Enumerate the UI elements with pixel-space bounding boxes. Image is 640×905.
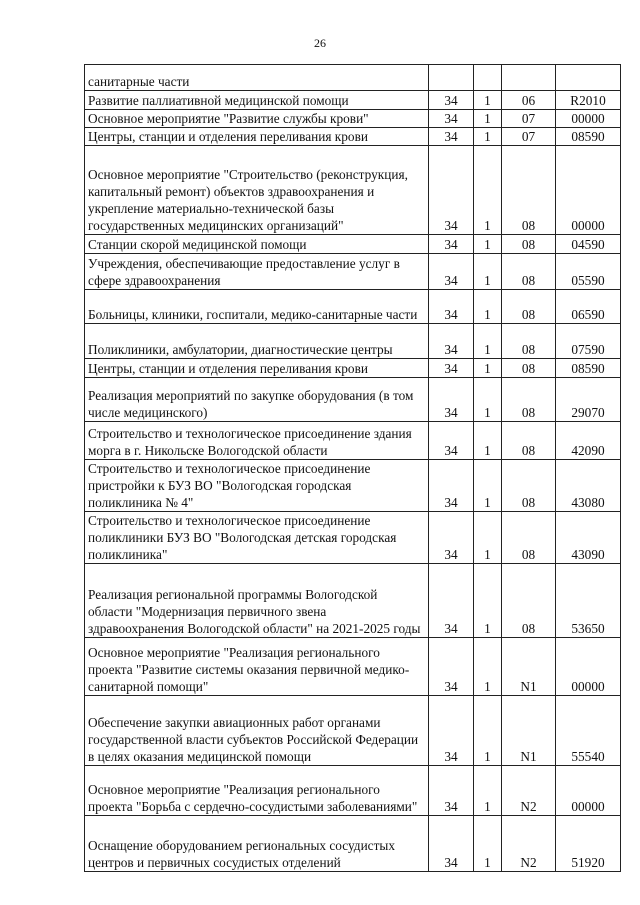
main-event-code-cell (502, 65, 556, 91)
row-name-cell: санитарные части (85, 65, 429, 91)
subprogram-code-cell (474, 65, 502, 91)
expense-direction-code-cell (556, 65, 621, 91)
table-row (85, 378, 621, 422)
table-body (85, 65, 621, 872)
table-row (85, 696, 621, 766)
expense-direction-code-cell: 00000 (556, 638, 621, 696)
main-event-code-cell: 08 (502, 422, 556, 460)
subprogram-code-cell: 1 (474, 422, 502, 460)
main-event-code-cell: N1 (502, 638, 556, 696)
program-code-cell: 34 (429, 254, 474, 290)
table-row (85, 91, 621, 110)
program-code-cell (429, 65, 474, 91)
program-code-cell: 34 (429, 564, 474, 638)
program-code-cell: 34 (429, 324, 474, 359)
table-row (85, 146, 621, 235)
subprogram-code-cell: 1 (474, 110, 502, 128)
expense-direction-code-cell: 08590 (556, 128, 621, 146)
table-row (85, 290, 621, 324)
row-name-cell: Основное мероприятие "Реализация регионального проекта "Борьба с сердечно-сосудистыми заболеваниями" (85, 766, 429, 816)
main-event-code-cell: 06 (502, 91, 556, 110)
subprogram-code-cell: 1 (474, 91, 502, 110)
main-event-code-cell: N2 (502, 766, 556, 816)
expense-direction-code-cell: 55540 (556, 696, 621, 766)
program-code-cell: 34 (429, 766, 474, 816)
row-name-cell: Поликлиники, амбулатории, диагностические центры (85, 324, 429, 359)
row-name-cell: Станции скорой медицинской помощи (85, 235, 429, 254)
row-name-cell: Центры, станции и отделения переливания крови (85, 359, 429, 378)
program-code-cell: 34 (429, 422, 474, 460)
main-event-code-cell: N1 (502, 696, 556, 766)
subprogram-code-cell: 1 (474, 324, 502, 359)
row-name-cell: Строительство и технологическое присоединение пристройки к БУЗ ВО "Вологодская городская поликлиника № 4" (85, 460, 429, 512)
expense-direction-code-cell: 43090 (556, 512, 621, 564)
main-event-code-cell: 07 (502, 128, 556, 146)
row-name-cell: Развитие паллиативной медицинской помощи (85, 91, 429, 110)
table-row (85, 235, 621, 254)
program-code-cell: 34 (429, 638, 474, 696)
expense-direction-code-cell: 43080 (556, 460, 621, 512)
subprogram-code-cell: 1 (474, 696, 502, 766)
main-event-code-cell: 08 (502, 359, 556, 378)
program-code-cell: 34 (429, 512, 474, 564)
budget-classification-table (84, 64, 621, 872)
table-row (85, 359, 621, 378)
row-name-cell: Обеспечение закупки авиационных работ органами государственной власти субъектов Российской Федерации в целях оказания медицинской помощи (85, 696, 429, 766)
subprogram-code-cell: 1 (474, 290, 502, 324)
table-row (85, 512, 621, 564)
expense-direction-code-cell: 00000 (556, 146, 621, 235)
subprogram-code-cell: 1 (474, 766, 502, 816)
main-event-code-cell: 08 (502, 290, 556, 324)
row-name-cell: Оснащение оборудованием региональных сосудистых центров и первичных сосудистых отделений (85, 816, 429, 872)
main-event-code-cell: 07 (502, 110, 556, 128)
row-name-cell: Основное мероприятие "Строительство (реконструкция, капитальный ремонт) объектов здравоохранения и укрепление материально-технической базы государственных медицинских организаций" (85, 146, 429, 235)
row-name-cell: Строительство и технологическое присоединение здания морга в г. Никольске Вологодской области (85, 422, 429, 460)
subprogram-code-cell: 1 (474, 638, 502, 696)
main-event-code-cell: N2 (502, 816, 556, 872)
main-event-code-cell: 08 (502, 564, 556, 638)
table-row (85, 638, 621, 696)
table-row (85, 460, 621, 512)
row-name-cell: Учреждения, обеспечивающие предоставление услуг в сфере здравоохранения (85, 254, 429, 290)
main-event-code-cell: 08 (502, 512, 556, 564)
row-name-cell: Центры, станции и отделения переливания крови (85, 128, 429, 146)
program-code-cell: 34 (429, 290, 474, 324)
row-name-cell: Основное мероприятие "Реализация регионального проекта "Развитие системы оказания первичной медико-санитарной помощи" (85, 638, 429, 696)
program-code-cell: 34 (429, 110, 474, 128)
expense-direction-code-cell: 00000 (556, 110, 621, 128)
program-code-cell: 34 (429, 146, 474, 235)
subprogram-code-cell: 1 (474, 235, 502, 254)
main-event-code-cell: 08 (502, 235, 556, 254)
program-code-cell: 34 (429, 91, 474, 110)
program-code-cell: 34 (429, 460, 474, 512)
row-name-cell: Больницы, клиники, госпитали, медико-санитарные части (85, 290, 429, 324)
expense-direction-code-cell: 53650 (556, 564, 621, 638)
table-row (85, 816, 621, 872)
subprogram-code-cell: 1 (474, 460, 502, 512)
expense-direction-code-cell: 07590 (556, 324, 621, 359)
program-code-cell: 34 (429, 696, 474, 766)
expense-direction-code-cell: R2010 (556, 91, 621, 110)
program-code-cell: 34 (429, 816, 474, 872)
table-row (85, 324, 621, 359)
subprogram-code-cell: 1 (474, 359, 502, 378)
main-event-code-cell: 08 (502, 378, 556, 422)
program-code-cell: 34 (429, 359, 474, 378)
subprogram-code-cell: 1 (474, 128, 502, 146)
table-row (85, 128, 621, 146)
main-event-code-cell: 08 (502, 324, 556, 359)
program-code-cell: 34 (429, 235, 474, 254)
expense-direction-code-cell: 04590 (556, 235, 621, 254)
expense-direction-code-cell: 29070 (556, 378, 621, 422)
program-code-cell: 34 (429, 378, 474, 422)
table-row (85, 564, 621, 638)
expense-direction-code-cell: 42090 (556, 422, 621, 460)
row-name-cell: Строительство и технологическое присоединение поликлиники БУЗ ВО "Вологодская детская городская поликлиника" (85, 512, 429, 564)
program-code-cell: 34 (429, 128, 474, 146)
expense-direction-code-cell: 05590 (556, 254, 621, 290)
subprogram-code-cell: 1 (474, 564, 502, 638)
subprogram-code-cell: 1 (474, 816, 502, 872)
table-row (85, 422, 621, 460)
subprogram-code-cell: 1 (474, 146, 502, 235)
expense-direction-code-cell: 51920 (556, 816, 621, 872)
table-row (85, 766, 621, 816)
expense-direction-code-cell: 00000 (556, 766, 621, 816)
expense-direction-code-cell: 06590 (556, 290, 621, 324)
subprogram-code-cell: 1 (474, 512, 502, 564)
table-row (85, 254, 621, 290)
row-name-cell: Реализация мероприятий по закупке оборудования (в том числе медицинского) (85, 378, 429, 422)
subprogram-code-cell: 1 (474, 378, 502, 422)
row-name-cell: Реализация региональной программы Вологодской области "Модернизация первичного звена здравоохранения Вологодской области" на 2021-2025 годы (85, 564, 429, 638)
page-number: 26 (314, 36, 326, 50)
table-row (85, 110, 621, 128)
main-event-code-cell: 08 (502, 254, 556, 290)
expense-direction-code-cell: 08590 (556, 359, 621, 378)
main-event-code-cell: 08 (502, 146, 556, 235)
subprogram-code-cell: 1 (474, 254, 502, 290)
table-row (85, 65, 621, 91)
main-event-code-cell: 08 (502, 460, 556, 512)
row-name-cell: Основное мероприятие "Развитие службы крови" (85, 110, 429, 128)
